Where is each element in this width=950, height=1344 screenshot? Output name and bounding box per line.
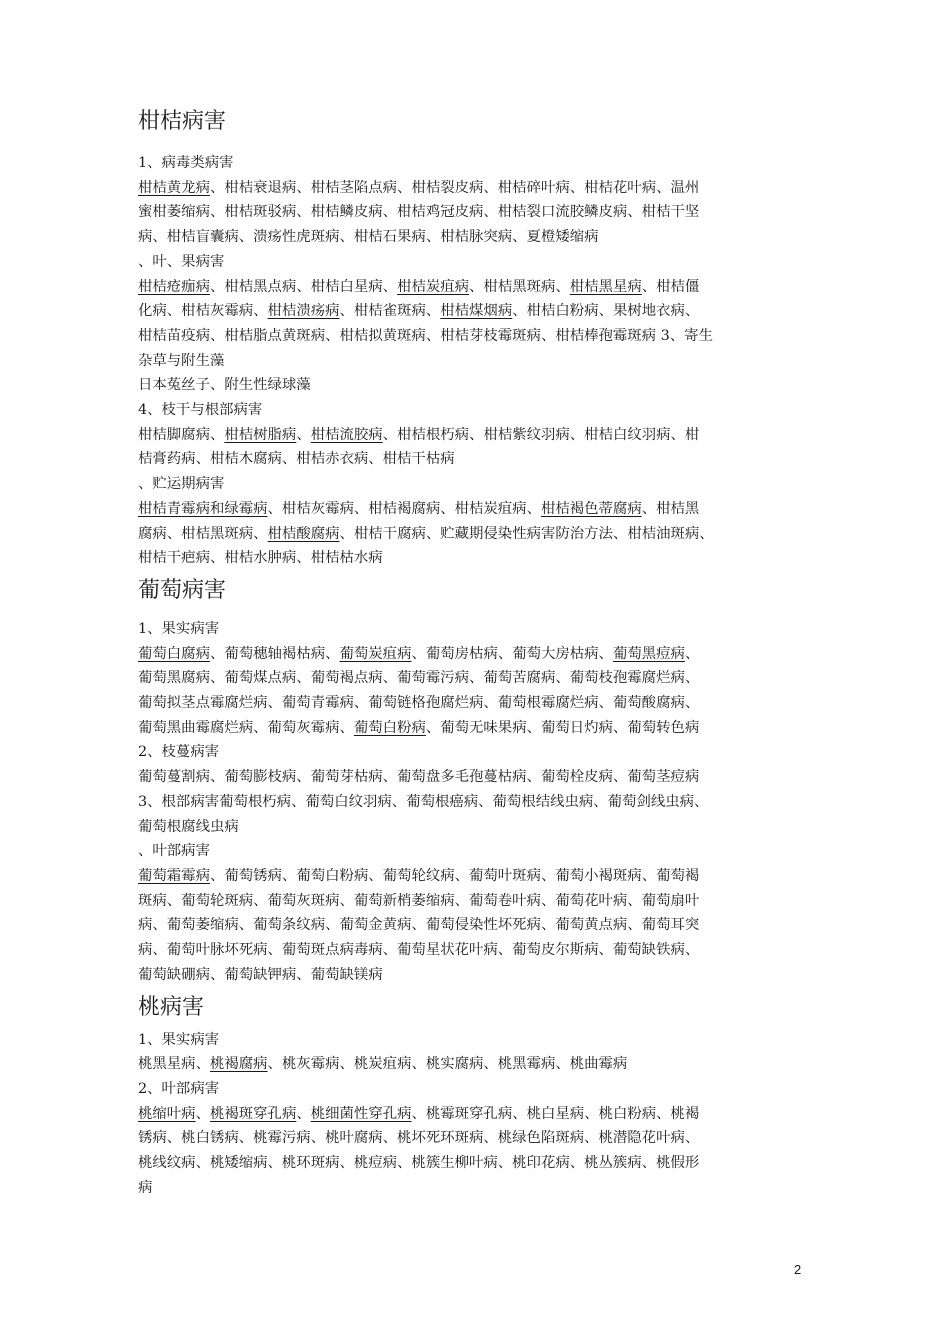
- disease-link[interactable]: 柑桔流胶病: [310, 426, 383, 443]
- text-segment: 、柑桔僵: [641, 278, 700, 295]
- disease-link[interactable]: 柑桔青霉病和绿霉病: [138, 500, 268, 517]
- text-segment: 、桃霉斑穿孔病、桃白星病、桃白粉病、桃褐: [411, 1105, 700, 1122]
- text-segment: 葡萄黑曲霉腐烂病、葡萄灰霉病、: [138, 719, 354, 736]
- text-segment: 锈病、桃白锈病、桃霉污病、桃叶腐病、桃坏死环斑病、桃绿色陷斑病、桃潜隐花叶病、: [138, 1130, 700, 1147]
- text-line: [138, 1052, 822, 1077]
- text-line: [138, 938, 822, 963]
- text-segment: 、贮运期病害: [138, 476, 225, 493]
- text-line: [138, 666, 822, 691]
- text-segment: 、叶、果病害: [138, 253, 225, 270]
- text-segment: 、叶部病害: [138, 843, 210, 860]
- section-citrus: [138, 151, 822, 571]
- text-segment: 、: [684, 645, 700, 662]
- text-line: [138, 324, 822, 349]
- text-segment: 、桃灰霉病、桃炭疽病、桃实腐病、桃黑霉病、桃曲霉病: [267, 1056, 628, 1073]
- text-segment: 葡萄缺硼病、葡萄缺钾病、葡萄缺镁病: [138, 966, 383, 983]
- text-segment: 葡萄拟茎点霉腐烂病、葡萄青霉病、葡萄链格孢腐烂病、葡萄根霉腐烂病、葡萄酸腐病、: [138, 695, 700, 712]
- text-segment: 、: [296, 1105, 311, 1122]
- text-line: [138, 423, 822, 448]
- text-line: [138, 522, 822, 547]
- text-segment: 、柑桔干腐病、贮藏期侵染性病害防治方法、柑桔油斑病、: [339, 525, 714, 542]
- text-segment: 、柑桔雀斑病、: [339, 303, 441, 320]
- text-line: [138, 864, 822, 889]
- text-segment: 、柑桔衰退病、柑桔茎陷点病、柑桔裂皮病、柑桔碎叶病、柑桔花叶病、温州: [209, 179, 700, 196]
- text-segment: 葡萄黑腐病、葡萄煤点病、葡萄褐点病、葡萄霉污病、葡萄苦腐病、葡萄枝孢霉腐烂病、: [138, 670, 700, 687]
- text-line: [138, 250, 822, 275]
- text-line: [138, 398, 822, 423]
- text-line: [138, 349, 822, 374]
- text-segment: 1、病毒类病害: [138, 155, 234, 171]
- text-line: [138, 617, 822, 642]
- text-segment: 柑桔脚腐病、: [138, 426, 225, 443]
- disease-link[interactable]: 柑桔酸腐病: [267, 525, 340, 542]
- text-segment: 桃线纹病、桃矮缩病、桃环斑病、桃痘病、桃簇生柳叶病、桃印花病、桃丛簇病、桃假形: [138, 1155, 700, 1172]
- text-segment: 病、柑桔盲囊病、溃疡性虎斑病、柑桔石果病、柑桔脉突病、夏橙矮缩病: [138, 229, 599, 246]
- text-segment: 杂草与附生藻: [138, 352, 225, 369]
- text-segment: 、柑桔根朽病、柑桔紫纹羽病、柑桔白纹羽病、柑: [382, 426, 700, 443]
- text-line: [138, 716, 822, 741]
- text-segment: 2、叶部病害: [138, 1080, 220, 1097]
- text-line: [138, 1151, 822, 1176]
- text-segment: 病: [138, 1179, 153, 1196]
- text-line: [138, 691, 822, 716]
- disease-link[interactable]: 桃细菌性穿孔病: [310, 1105, 412, 1122]
- text-line: [138, 1028, 822, 1053]
- text-segment: 、葡萄无味果病、葡萄日灼病、葡萄转色病: [425, 719, 700, 736]
- text-line: [138, 815, 822, 840]
- text-segment: 葡萄根腐线虫病: [138, 818, 239, 835]
- text-line: [138, 497, 822, 522]
- text-segment: 、: [195, 1105, 210, 1122]
- text-segment: 、: [296, 426, 311, 443]
- disease-link[interactable]: 柑桔褐色蒂腐病: [540, 500, 642, 517]
- text-segment: 柑桔干疤病、柑桔水肿病、柑桔枯水病: [138, 550, 383, 567]
- disease-link[interactable]: 桃褐斑穿孔病: [209, 1105, 297, 1122]
- text-segment: 、葡萄锈病、葡萄白粉病、葡萄轮纹病、葡萄叶斑病、葡萄小褐斑病、葡萄褐: [209, 867, 700, 884]
- text-segment: 、柑桔灰霉病、柑桔褐腐病、柑桔炭疽病、: [267, 500, 541, 517]
- text-line: [138, 1176, 822, 1201]
- text-segment: 病、葡萄萎缩病、葡萄条纹病、葡萄金黄病、葡萄侵染性坏死病、葡萄黄点病、葡萄耳突: [138, 917, 700, 934]
- text-line: [138, 299, 822, 324]
- text-segment: 葡萄蔓割病、葡萄膨枝病、葡萄芽枯病、葡萄盘多毛孢蔓枯病、葡萄栓皮病、葡萄茎痘病: [138, 769, 700, 786]
- text-line: [138, 373, 822, 398]
- section-grape: [138, 617, 822, 988]
- text-line: [138, 790, 822, 815]
- text-segment: 腐病、柑桔黑斑病、: [138, 525, 268, 542]
- text-segment: 3、根部病害葡萄根朽病、葡萄白纹羽病、葡萄根癌病、葡萄根结线虫病、葡萄剑线虫病、: [138, 793, 709, 810]
- disease-link[interactable]: 桃褐腐病: [209, 1056, 268, 1073]
- text-line: [138, 740, 822, 765]
- text-line: [138, 963, 822, 988]
- page-number: 2: [794, 1262, 802, 1277]
- disease-link[interactable]: 葡萄黑痘病: [612, 645, 685, 662]
- text-line: [138, 447, 822, 472]
- text-line: [138, 472, 822, 497]
- text-segment: 2、枝蔓病害: [138, 744, 220, 761]
- text-segment: 、柑桔黑: [641, 500, 700, 517]
- text-segment: 化病、柑桔灰霉病、: [138, 303, 268, 320]
- section-title-grape: 葡萄病害: [138, 577, 227, 603]
- section-title-peach: 桃病害: [138, 994, 205, 1020]
- text-line: [138, 1102, 822, 1127]
- text-segment: 柑桔苗疫病、柑桔脂点黄斑病、柑桔拟黄斑病、柑桔芽枝霉斑病、柑桔棒孢霉斑病 3、寄生: [138, 327, 713, 344]
- disease-link[interactable]: 柑桔溃疡病: [267, 303, 340, 320]
- text-segment: 、葡萄房枯病、葡萄大房枯病、: [411, 645, 613, 662]
- text-segment: 1、果实病害: [138, 1031, 220, 1048]
- text-line: [138, 200, 822, 225]
- disease-link[interactable]: 葡萄炭疽病: [339, 645, 412, 662]
- text-line: [138, 546, 822, 571]
- text-line: [138, 765, 822, 790]
- text-line: [138, 275, 822, 300]
- disease-link[interactable]: 葡萄白粉病: [353, 719, 426, 736]
- text-segment: 、柑桔黑点病、柑桔白星病、: [209, 278, 398, 295]
- text-segment: 病、葡萄叶脉坏死病、葡萄斑点病毒病、葡萄星状花叶病、葡萄皮尔斯病、葡萄缺铁病、: [138, 942, 700, 959]
- text-segment: 蜜柑萎缩病、柑桔斑驳病、柑桔鳞皮病、柑桔鸡冠皮病、柑桔裂口流胶鳞皮病、柑桔干坚: [138, 204, 700, 221]
- text-segment: 4、枝干与根部病害: [138, 402, 263, 419]
- disease-link[interactable]: 柑桔煤烟病: [440, 303, 513, 320]
- text-segment: 桔膏药病、柑桔木腐病、柑桔赤衣病、柑桔干枯病: [138, 451, 455, 468]
- text-line: [138, 1126, 822, 1151]
- disease-link[interactable]: 桃缩叶病: [138, 1105, 196, 1122]
- text-line: [138, 225, 822, 250]
- text-segment: 、葡萄穗轴褐枯病、: [209, 645, 340, 662]
- text-line: [138, 913, 822, 938]
- text-segment: 1、果实病害: [138, 620, 220, 637]
- disease-link[interactable]: 柑桔黄龙病: [138, 179, 210, 196]
- disease-link[interactable]: 葡萄白腐病: [138, 645, 210, 662]
- disease-link[interactable]: 柑桔黑星病: [569, 278, 642, 295]
- text-line: [138, 839, 822, 864]
- text-line: [138, 642, 822, 667]
- disease-link[interactable]: 葡萄霜霉病: [138, 867, 210, 884]
- text-segment: 日本菟丝子、附生性绿球藻: [138, 377, 311, 394]
- text-line: [138, 151, 822, 176]
- disease-link[interactable]: 柑桔炭疽病: [397, 278, 470, 295]
- disease-link[interactable]: 柑桔树脂病: [224, 426, 297, 443]
- section-title-citrus: 柑桔病害: [138, 109, 227, 134]
- text-segment: 、柑桔黑斑病、: [469, 278, 570, 295]
- text-segment: 斑病、葡萄轮斑病、葡萄灰斑病、葡萄新梢萎缩病、葡萄卷叶病、葡萄花叶病、葡萄扇叶: [138, 892, 700, 909]
- text-segment: 桃黑星病、: [138, 1056, 210, 1073]
- section-peach: [138, 1028, 822, 1201]
- document-body: [138, 106, 822, 1200]
- text-line: [138, 1077, 822, 1102]
- text-line: [138, 889, 822, 914]
- text-segment: 、柑桔白粉病、果树地衣病、: [512, 303, 700, 320]
- disease-link[interactable]: 柑桔疮痂病: [138, 278, 210, 295]
- text-line: [138, 176, 822, 201]
